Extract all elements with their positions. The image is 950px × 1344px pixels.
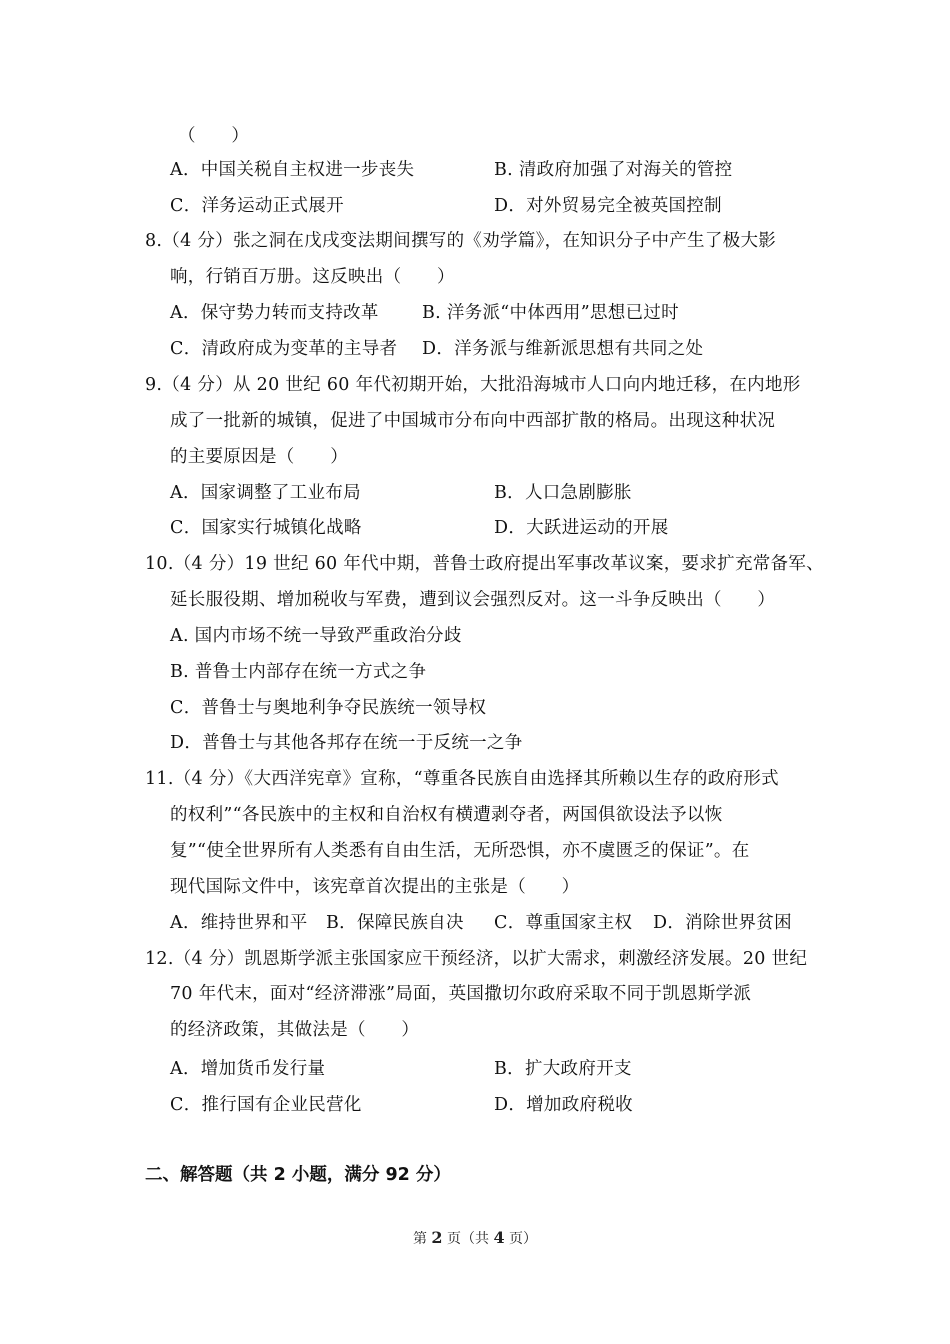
q12-stem-line3: 的经济政策，其做法是（ ） [170, 1020, 420, 1040]
q12-option-b: B．扩大政府开支 [494, 1059, 632, 1079]
q8-option-b: B. 洋务派“中体西用”思想已过时 [422, 303, 679, 323]
q11-stem-line1: 11.（4 分）《大西洋宪章》宣称，“尊重各民族自由选择其所赖以生存的政府形式 [145, 769, 779, 789]
q11-stem-line3: 复”“使全世界所有人类悉有自由生活，无所恐惧，亦不虞匮乏的保证”。在 [170, 841, 750, 861]
q8-stem-line1: 8.（4 分）张之洞在戊戌变法期间撰写的《劝学篇》，在知识分子中产生了极大影 [145, 231, 777, 251]
q10-stem-line2: 延长服役期、增加税收与军费，遭到议会强烈反对。这一斗争反映出（ ） [170, 590, 776, 610]
page-footer [0, 1228, 950, 1249]
q10-option-b: B. 普鲁士内部存在统一方式之争 [170, 662, 427, 682]
q12-option-a: A．增加货币发行量 [170, 1059, 326, 1079]
q9-stem-line3: 的主要原因是（ ） [170, 447, 348, 467]
q11-option-b: B．保障民族自决 [326, 913, 464, 933]
footer-suffix: 页） [504, 1231, 538, 1247]
q8-stem-line2: 响，行销百万册。这反映出（ ） [170, 267, 455, 287]
section-title-answer-questions: 二、解答题（共 2 小题，满分 92 分） [145, 1165, 451, 1185]
q11-option-d: D．消除世界贫困 [653, 913, 792, 933]
q12-option-c: C．推行国有企业民营化 [170, 1095, 362, 1115]
q7-option-b: B. 清政府加强了对海关的管控 [494, 160, 733, 180]
q12-stem-line2: 70 年代末，面对“经济滞涨”局面，英国撒切尔政府采取不同于凯恩斯学派 [170, 984, 752, 1004]
q8-option-a: A．保守势力转而支持改革 [170, 303, 379, 323]
q9-option-b: B．人口急剧膨胀 [494, 483, 632, 503]
current-page-number: 2 [431, 1228, 443, 1247]
q11-option-c: C．尊重国家主权 [494, 913, 633, 933]
q9-stem-line2: 成了一批新的城镇，促进了中国城市分布向中西部扩散的格局。出现这种状况 [170, 411, 776, 431]
q9-option-d: D．大跃进运动的开展 [494, 518, 669, 538]
footer-middle: 页（共 [442, 1231, 494, 1247]
q10-option-d: D．普鲁士与其他各邦存在统一于反统一之争 [170, 733, 523, 753]
q9-option-c: C．国家实行城镇化战略 [170, 518, 362, 538]
q7-option-a: A．中国关税自主权进一步丧失 [170, 160, 415, 180]
q10-option-a: A. 国内市场不统一导致严重政治分歧 [170, 626, 462, 646]
footer-prefix: 第 [412, 1231, 432, 1247]
q10-option-c: C．普鲁士与奥地利争夺民族统一领导权 [170, 698, 487, 718]
total-page-number: 4 [493, 1228, 505, 1247]
q11-stem-line4: 现代国际文件中，该宪章首次提出的主张是（ ） [170, 877, 580, 897]
q11-stem-line2: 的权利”“各民族中的主权和自治权有横遭剥夺者，两国俱欲设法予以恢 [170, 805, 723, 825]
q9-stem-line1: 9.（4 分）从 20 世纪 60 年代初期开始，大批沿海城市人口向内地迁移，在内地形 [145, 375, 801, 395]
q11-option-a: A．维持世界和平 [170, 913, 308, 933]
q8-option-d: D．洋务派与维新派思想有共同之处 [422, 339, 704, 359]
q12-option-d: D．增加政府税收 [494, 1095, 633, 1115]
q10-stem-line1: 10.（4 分）19 世纪 60 年代中期，普鲁士政府提出军事改革议案，要求扩充常备军、 [145, 554, 824, 574]
q12-stem-line1: 12.（4 分）凯恩斯学派主张国家应干预经济，以扩大需求，刺激经济发展。20 世纪 [145, 949, 808, 969]
q8-option-c: C．清政府成为变革的主导者 [170, 339, 398, 359]
q7-option-c: C．洋务运动正式展开 [170, 196, 344, 216]
q7-option-d: D．对外贸易完全被英国控制 [494, 196, 722, 216]
q9-option-a: A．国家调整了工业布局 [170, 483, 361, 503]
q7-answer-paren: （ ） [178, 126, 250, 146]
